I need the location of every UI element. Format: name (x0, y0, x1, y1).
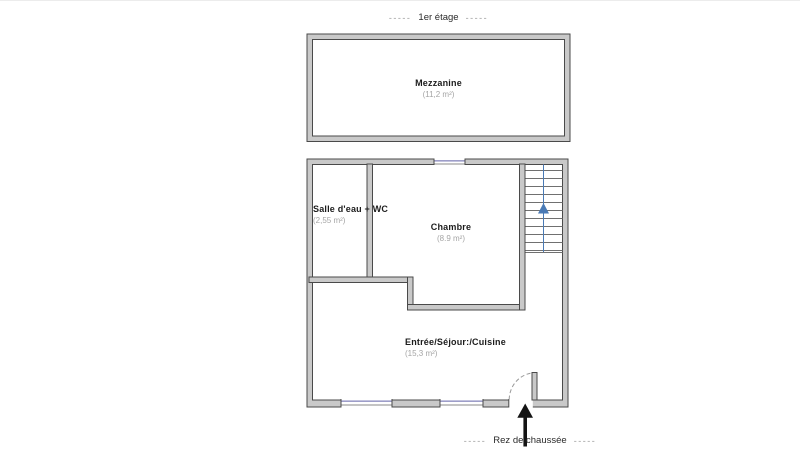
wall-chambre-bottom (408, 305, 526, 311)
ground-floor-label (430, 435, 630, 446)
window-top (434, 158, 465, 165)
room-area-mezzanine: (11,2 m²) (422, 90, 455, 99)
room-name-entree-sejour-cuisine: Entrée/Séjour:/Cuisine (405, 337, 506, 347)
window-bottom-left (341, 399, 392, 408)
room-name-salle-eau-wc: Salle d'eau + WC (313, 204, 389, 214)
room-name-chambre: Chambre (430, 222, 472, 232)
room-label-mezzanine (307, 78, 570, 100)
room-name-mezzanine: Mezzanine (415, 78, 462, 88)
label-dashes-right: ----- (465, 12, 489, 23)
room-label-chambre (386, 222, 516, 244)
label-dashes-right: ----- (573, 435, 597, 446)
door-leaf (532, 373, 537, 401)
ground-floor-label-text: Rez de chaussée (493, 435, 567, 446)
wall-salle-eau-bottom (309, 277, 413, 283)
wall-staircase-left (520, 164, 526, 310)
first-floor-label-text: 1er étage (418, 12, 459, 23)
room-label-salle-eau-wc (313, 204, 388, 226)
room-area-chambre: (8.9 m²) (437, 234, 465, 243)
room-label-entree-sejour-cuisine (405, 337, 506, 359)
label-dashes-left: ----- (388, 12, 412, 23)
label-dashes-left: ----- (463, 435, 487, 446)
window-bottom-right (440, 399, 483, 408)
room-area-salle-eau-wc: (2,55 m²) (313, 216, 346, 225)
room-area-entree-sejour-cuisine: (15,3 m²) (405, 349, 438, 358)
